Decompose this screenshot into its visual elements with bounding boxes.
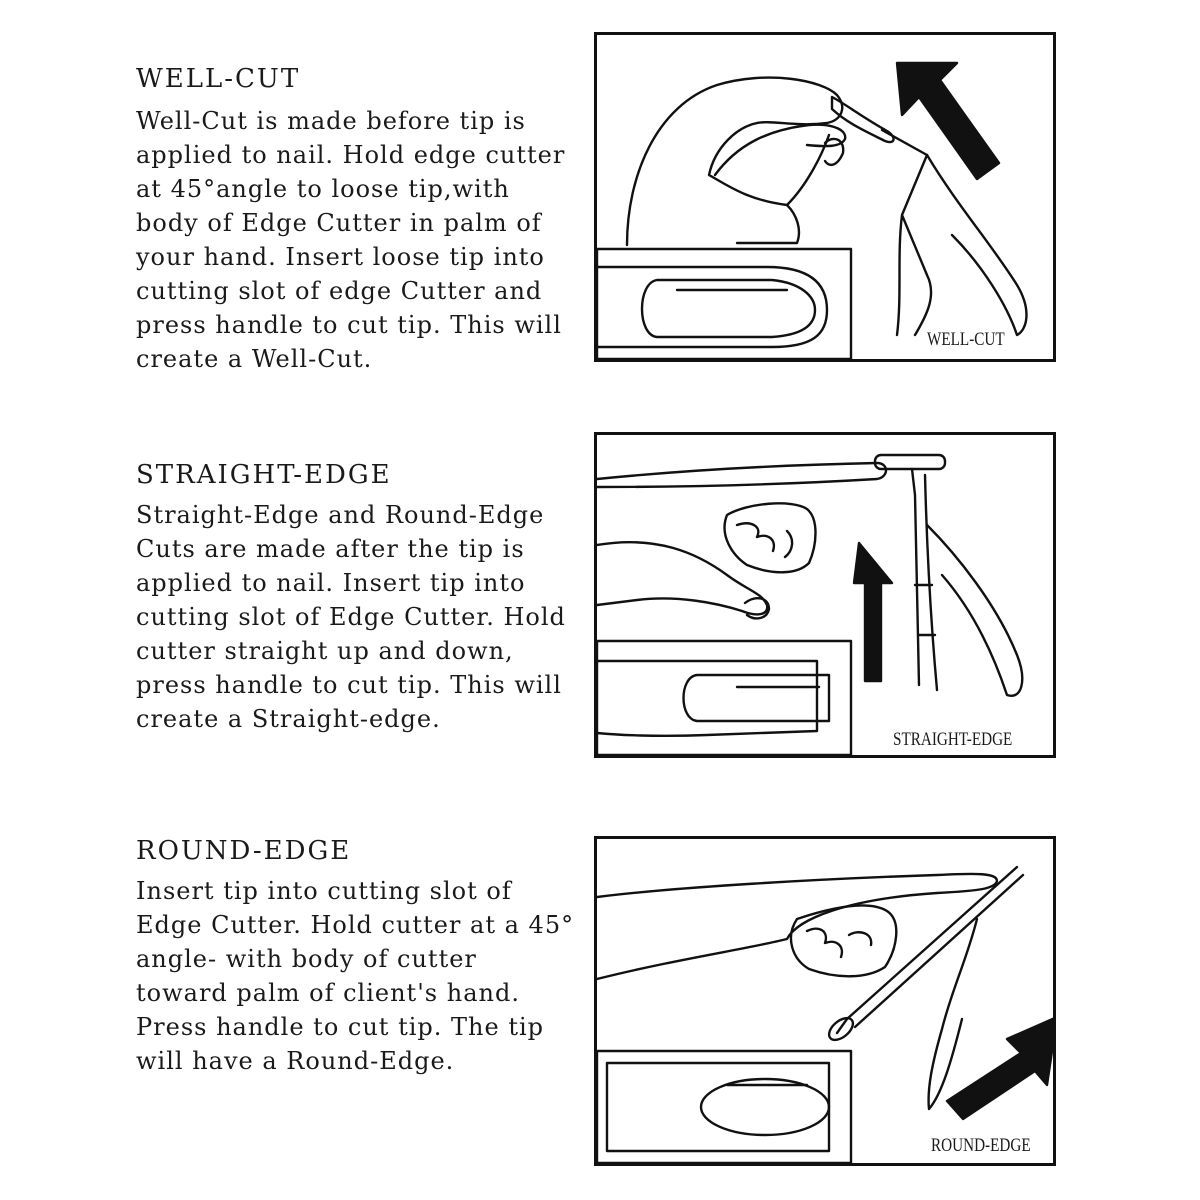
finger-outline bbox=[715, 125, 845, 175]
edge-cutter-handle bbox=[927, 155, 1026, 335]
loose-tip bbox=[832, 97, 894, 142]
client-finger bbox=[597, 463, 886, 487]
client-finger bbox=[597, 874, 997, 979]
instruction-line: press handle to cut tip. This will bbox=[136, 311, 562, 339]
straight-edge-label: STRAIGHT-EDGE bbox=[893, 729, 1013, 750]
instruction-line: Edge Cutter. Hold cutter at a 45° bbox=[136, 911, 575, 939]
fingertip bbox=[849, 932, 871, 945]
instruction-line: cutting slot of Edge Cutter. Hold bbox=[136, 603, 566, 631]
well-cut-illustration bbox=[594, 32, 1056, 362]
instruction-line: at 45°angle to loose tip,with bbox=[136, 175, 510, 203]
edge-cutter bbox=[882, 130, 931, 335]
fingertip bbox=[825, 139, 843, 165]
instruction-line: body of Edge Cutter in palm of bbox=[136, 209, 542, 237]
instruction-line: Insert tip into cutting slot of bbox=[136, 877, 512, 905]
edge-cutter-handle bbox=[927, 525, 1022, 696]
instruction-line: press handle to cut tip. This will bbox=[136, 671, 562, 699]
straight-edge-illustration bbox=[594, 432, 1056, 758]
instruction-line: applied to nail. Hold edge cutter bbox=[136, 141, 566, 169]
round-edge-label: ROUND-EDGE bbox=[931, 1135, 1031, 1156]
instruction-line: create a Well-Cut. bbox=[136, 345, 373, 373]
round-edge-instructions bbox=[136, 874, 576, 1078]
instruction-line: Press handle to cut tip. The tip bbox=[136, 1013, 544, 1041]
arrow-up-icon bbox=[854, 543, 892, 681]
well-cut-instructions bbox=[136, 104, 576, 376]
edge-cutter bbox=[837, 867, 1023, 1033]
nail-inset-frame bbox=[597, 641, 851, 755]
well-cut-title: WELL-CUT bbox=[136, 64, 301, 94]
finger-outline bbox=[737, 205, 799, 243]
hand-outline bbox=[597, 542, 767, 614]
instruction-line: will have a Round-Edge. bbox=[136, 1047, 455, 1075]
instruction-line: Well-Cut is made before tip is bbox=[136, 107, 526, 135]
instruction-line: cutter straight up and down, bbox=[136, 637, 514, 665]
edge-cutter bbox=[912, 469, 937, 690]
straight-edge-instructions bbox=[136, 498, 576, 736]
round-edge-title: ROUND-EDGE bbox=[136, 836, 352, 866]
finger-crease bbox=[807, 929, 842, 957]
hand-outline bbox=[791, 906, 896, 977]
well-cut-label: WELL-CUT bbox=[927, 329, 1005, 350]
finger-crease bbox=[737, 523, 792, 557]
arrow-up-right-icon bbox=[897, 63, 999, 179]
instruction-line: applied to nail. Insert tip into bbox=[136, 569, 526, 597]
instruction-line: Straight-Edge and Round-Edge bbox=[136, 501, 545, 529]
instruction-line: create a Straight-edge. bbox=[136, 705, 441, 733]
edge-cutter-handle bbox=[929, 919, 977, 1109]
instruction-line: cutting slot of edge Cutter and bbox=[136, 277, 543, 305]
straight-edge-title: STRAIGHT-EDGE bbox=[136, 460, 392, 490]
instruction-line: your hand. Insert loose tip into bbox=[136, 243, 545, 271]
instruction-line: angle- with body of cutter bbox=[136, 945, 477, 973]
nail-inset-frame bbox=[597, 1051, 851, 1163]
round-edge-illustration bbox=[594, 836, 1056, 1166]
arrow-up-right-icon bbox=[947, 1017, 1053, 1119]
instruction-line: toward palm of client's hand. bbox=[136, 979, 520, 1007]
instruction-line: Cuts are made after the tip is bbox=[136, 535, 525, 563]
hand-outline bbox=[627, 78, 842, 245]
